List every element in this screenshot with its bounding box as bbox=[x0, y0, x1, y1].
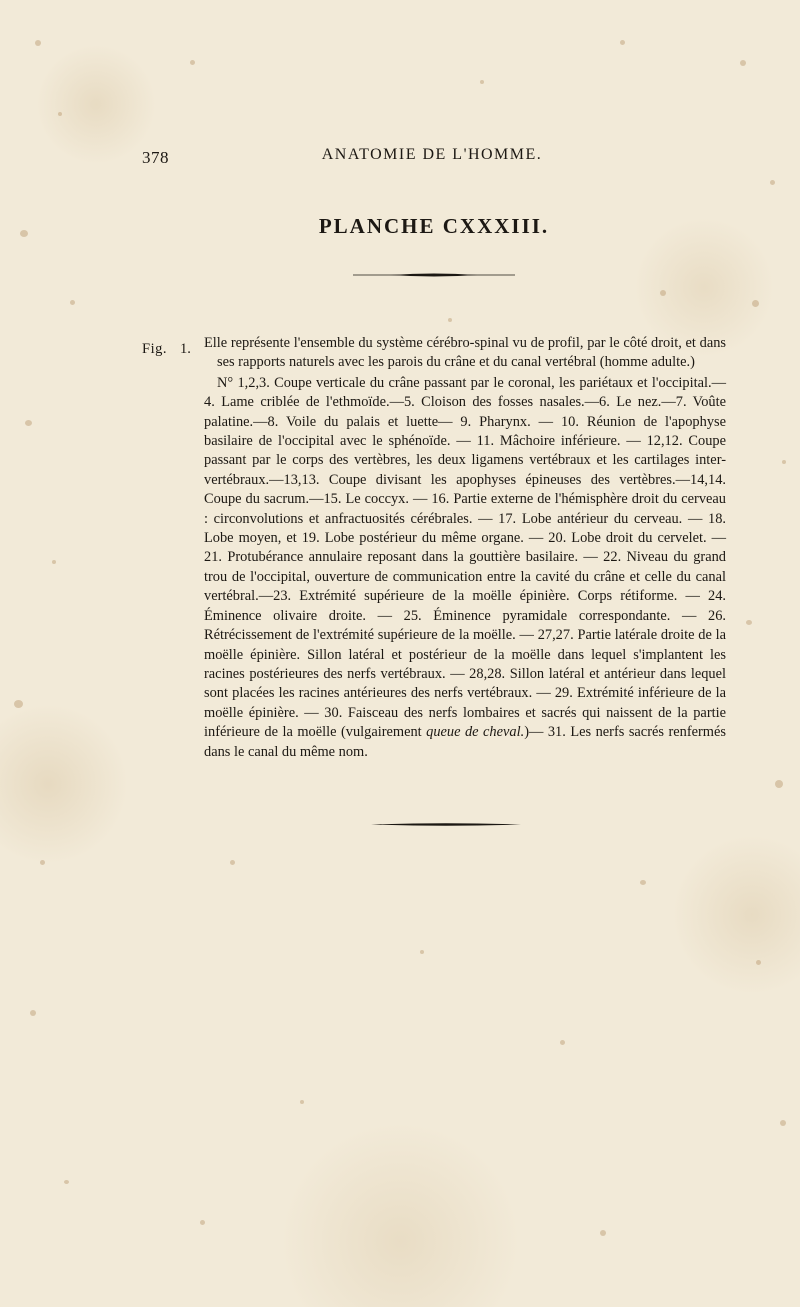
page-number: 378 bbox=[142, 148, 169, 167]
figure-number: 1. bbox=[180, 341, 191, 357]
caption-body-tail: )— 31. Les nerfs sacrés renfermés dans le canal du même nom. bbox=[204, 724, 726, 760]
running-head: ANATOMIE DE L'HOMME. bbox=[321, 146, 543, 163]
caption-body-italic: queue de cheval. bbox=[426, 724, 525, 741]
figure-label: Fig. bbox=[142, 341, 167, 357]
caption-lead: Elle représente l'ensemble du système cérébro-spinal vu de profil, par le côté droit, et dans ses rapports naturels avec les parois du crâne et du canal vertébral (homme adulte.) bbox=[204, 335, 726, 371]
plate-title: PLANCHE CXXXIII. bbox=[318, 214, 550, 238]
ornament-divider-top bbox=[353, 272, 515, 278]
caption-body bbox=[204, 374, 726, 762]
ornament-divider-bottom bbox=[371, 822, 521, 827]
figure-caption bbox=[204, 334, 726, 762]
caption-body-text: N° 1,2,3. Coupe verticale du crâne passant par le coronal, les pariétaux et l'occipital.— 4. Lame criblée de l'ethmoïde.—5. Cloison des fosses nasales.—6. Le nez.—7. Voûte palatine.—8. Voile du palais et luette— 9. Pharynx. — 10. Réunion de l'apophyse basilaire de l'occipital avec le sphénoïde. — 11. Mâchoire inférieure. — 12,12. Coupe passant par le corps des vertèbres, les deux ligamens vertébraux et les cartilages inter-vertébraux.—13,13. Coupe divisant les apophyses épineuses des vertèbres.—14,14. Coupe du sacrum.—15. Le coccyx. — 16. Partie externe de l'hémisphère droit du cerveau : circonvolutions et anfractuosités cérébrales. — 17. Lobe antérieur du cerveau. — 18. Lobe moyen, et 19. Lobe postérieur du même organe. — 20. Lobe droit du cervelet. — 21. Protubérance annulaire reposant dans la gouttière basilaire. — 22. Niveau du grand trou de l'occipital, ouverture de communication entre la cavité du crâne et celle du canal vertébral.—23. Extrémité supérieure de la moëlle épinière. Corps rétiforme. — 24. Éminence olivaire droite. — 25. Éminence pyramidale correspondante. — 26. Rétrécissement de l'extrémité supérieure de la moëlle. — 27,27. Partie latérale droite de la moëlle épinière. Sillon latéral et postérieur de la moëlle dans lequel s'implantent les racines postérieures des nerfs vertébraux. — 28,28. Sillon latéral et antérieur dans lequel sont placées les racines antérieures des nerfs vertébraux. — 29. Extrémité inférieure de la moëlle épinière. — 30. Faisceau des nerfs lombaires et sacrés qui naissent de la partie inférieure de la moëlle (vulgairement bbox=[204, 374, 726, 741]
